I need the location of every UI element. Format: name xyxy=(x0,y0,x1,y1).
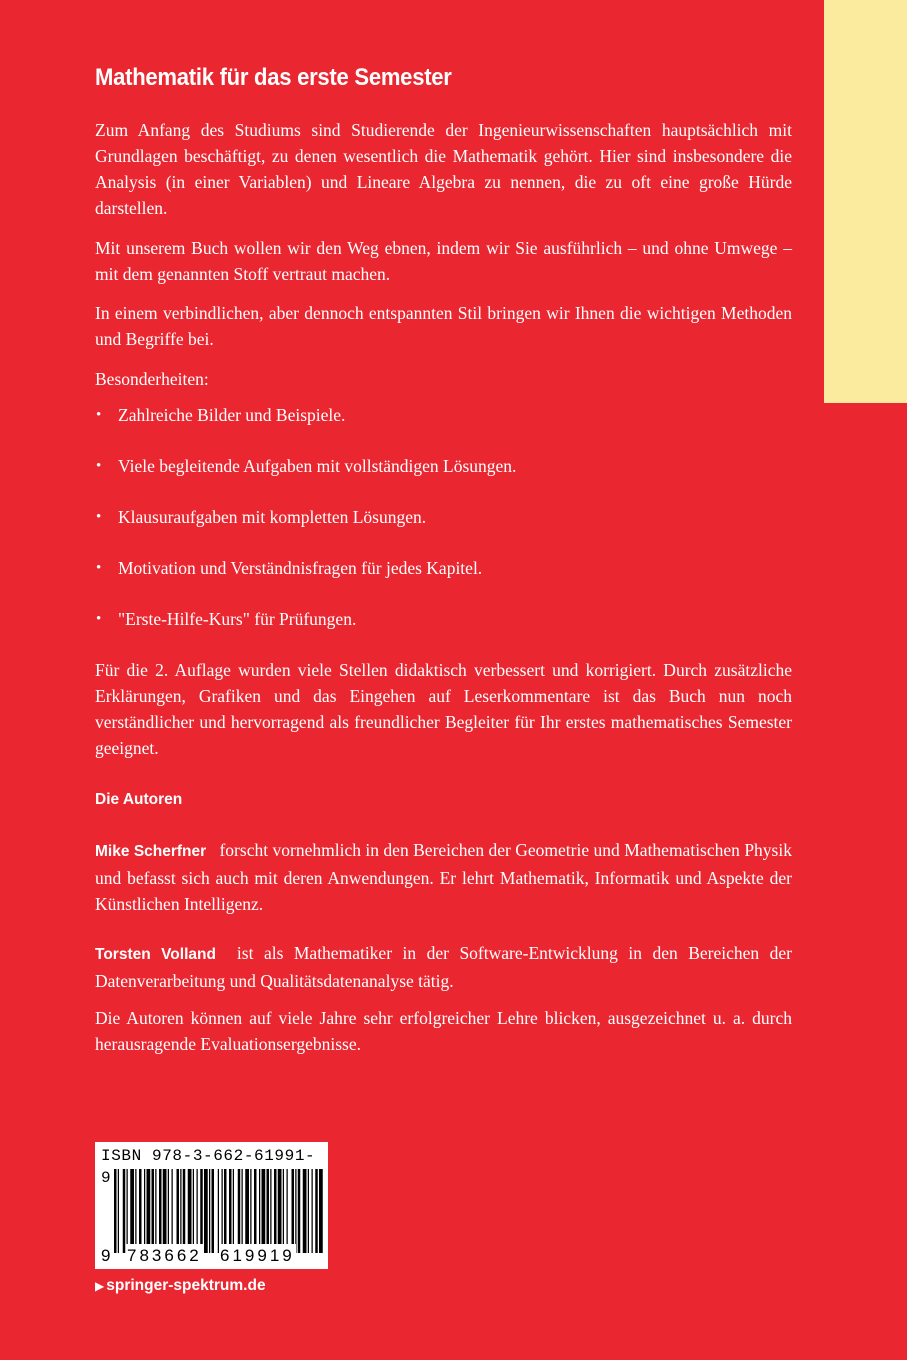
bullet-icon: • xyxy=(96,560,102,576)
barcode-bar xyxy=(209,1169,210,1253)
barcode-bar xyxy=(229,1169,232,1253)
barcode-bar xyxy=(135,1169,136,1253)
barcode-bar xyxy=(114,1169,117,1253)
features-heading: Besonderheiten: xyxy=(95,369,209,389)
barcode-bar xyxy=(197,1169,198,1253)
barcode-bar xyxy=(212,1169,215,1253)
barcode-bar xyxy=(303,1169,307,1253)
barcode-bar xyxy=(172,1169,173,1253)
barcode-bar xyxy=(292,1169,295,1253)
author-2-bio: ist als Mathematiker in der Software-Entwicklung in den Bereichen der Datenverarbeitung und Qualitätsdatenanalyse tätig. xyxy=(95,943,792,991)
feature-text: Klausuraufgaben mit kompletten Lösungen. xyxy=(118,507,427,527)
bullet-icon: • xyxy=(96,509,102,525)
feature-text: Motivation und Verständnisfragen für jedes Kapitel. xyxy=(118,558,483,578)
barcode-bar xyxy=(144,1169,145,1253)
barcode-bar xyxy=(262,1169,266,1253)
barcode-bar xyxy=(245,1169,249,1253)
barcode-bar xyxy=(127,1169,128,1253)
barcode-digits-left: 783662 xyxy=(126,1244,203,1268)
barcode-bar xyxy=(218,1169,219,1253)
barcode-bar xyxy=(200,1169,203,1253)
barcode-bar xyxy=(287,1169,288,1253)
paragraph-style: In einem verbindlichen, aber dennoch entspannten Stil bringen wir Ihnen die wichtigen Methoden und Begriffe bei. xyxy=(95,303,792,349)
barcode-bar xyxy=(180,1169,181,1253)
barcode-bar xyxy=(123,1169,126,1253)
barcode-bar xyxy=(152,1169,155,1253)
barcode-bar xyxy=(204,1169,208,1253)
barcode-bar xyxy=(250,1169,251,1253)
barcode-bar xyxy=(238,1169,241,1253)
feature-item xyxy=(95,555,792,606)
barcode-bar xyxy=(242,1169,243,1253)
feature-item xyxy=(95,402,792,453)
bullet-icon: • xyxy=(96,407,102,423)
bullet-icon: • xyxy=(96,458,102,474)
feature-item xyxy=(95,453,792,504)
closing-paragraph: Die Autoren können auf viele Jahre sehr erfolgreicher Lehre blicken, ausgezeichnet u. a. durch herausragende Evaluationsergebnisse. xyxy=(95,1008,792,1054)
barcode-bar xyxy=(139,1169,142,1253)
barcode-bar xyxy=(147,1169,151,1253)
barcode-bar xyxy=(267,1169,270,1253)
isbn-barcode xyxy=(95,1142,328,1269)
barcode-bar xyxy=(274,1169,277,1253)
publisher-website xyxy=(95,1275,266,1297)
barcode-digits xyxy=(95,1244,328,1268)
barcode-bar xyxy=(254,1169,257,1253)
barcode-bar xyxy=(222,1169,223,1253)
barcode-bar xyxy=(155,1169,156,1253)
author-1-paragraph xyxy=(95,837,792,917)
barcode-bar xyxy=(308,1169,309,1253)
barcode-bar xyxy=(295,1169,296,1253)
feature-item xyxy=(95,606,792,657)
barcode-bar xyxy=(278,1169,282,1253)
barcode-bar xyxy=(298,1169,301,1253)
authors-heading: Die Autoren xyxy=(95,791,183,808)
barcode-bar xyxy=(177,1169,180,1253)
barcode-bar xyxy=(168,1169,169,1253)
paragraph-approach: Mit unserem Buch wollen wir den Weg ebnen, indem wir Sie ausführlich – und ohne Umwege – mit dem genannten Stoff vertraut machen. xyxy=(95,238,792,284)
barcode-bar xyxy=(224,1169,227,1253)
barcode-bar xyxy=(118,1169,119,1253)
feature-text: Zahlreiche Bilder und Beispiele. xyxy=(118,405,346,425)
bullet-icon: • xyxy=(96,611,102,627)
barcode-bar xyxy=(259,1169,260,1253)
intro-paragraph: Zum Anfang des Studiums sind Studierende der Ingenieurwissenschaften hauptsächlich mit Grundlagen beschäftigt, zu denen wesentlich die Mathematik gehört. Hier sind insbesondere die Analysis (in einer Variablen) und Lineare Algebra zu nennen, die zu oft eine große Hürde darstellen. xyxy=(95,120,792,218)
barcode-bar xyxy=(283,1169,284,1253)
isbn-label: ISBN 978-3-662-61991-9 xyxy=(101,1147,316,1187)
barcode-bar xyxy=(233,1169,234,1253)
yellow-accent-strip xyxy=(824,0,907,403)
barcode-bar xyxy=(163,1169,167,1253)
barcode-bar xyxy=(319,1169,323,1253)
barcode-bar xyxy=(130,1169,134,1253)
arrow-right-icon: ▶ xyxy=(95,1279,105,1293)
feature-text: "Erste-Hilfe-Kurs" für Prüfungen. xyxy=(118,609,357,629)
website-url: springer-spektrum.de xyxy=(106,1277,266,1294)
book-title: Mathematik für das erste Semester xyxy=(95,64,452,91)
author-1-bio: forscht vornehmlich in den Bereichen der Geometrie und Mathematischen Physik und befasst sich auch mit deren Anwendungen. Er lehrt Mathematik, Informatik und Aspekte der Künstlichen Intelligenz. xyxy=(95,840,792,914)
second-edition-paragraph: Für die 2. Auflage wurden viele Stellen didaktisch verbessert und korrigiert. Durch zusätzliche Erklärungen, Grafiken und das Eingehen auf Leserkommentare ist das Buch nun noch verständlicher und hervorragend als freundlicher Begleiter für Ihr erstes mathematisches Semester geeignet. xyxy=(95,660,792,758)
author-2-paragraph xyxy=(95,940,792,994)
feature-item xyxy=(95,504,792,555)
barcode-bar xyxy=(312,1169,313,1253)
barcode-bar xyxy=(270,1169,271,1253)
author-1-name: Mike Scherfner xyxy=(95,843,207,860)
author-2-name: Torsten Volland xyxy=(95,946,216,963)
barcode-bar xyxy=(193,1169,194,1253)
barcode-digit-lead: 9 xyxy=(100,1244,111,1268)
barcode-bar xyxy=(183,1169,186,1253)
barcode-digits-right: 619919 xyxy=(219,1244,296,1268)
barcode-bar xyxy=(159,1169,162,1253)
barcode-bar xyxy=(188,1169,192,1253)
barcode-bar xyxy=(315,1169,318,1253)
feature-text: Viele begleitende Aufgaben mit vollständigen Lösungen. xyxy=(118,456,517,476)
features-list xyxy=(95,402,792,657)
